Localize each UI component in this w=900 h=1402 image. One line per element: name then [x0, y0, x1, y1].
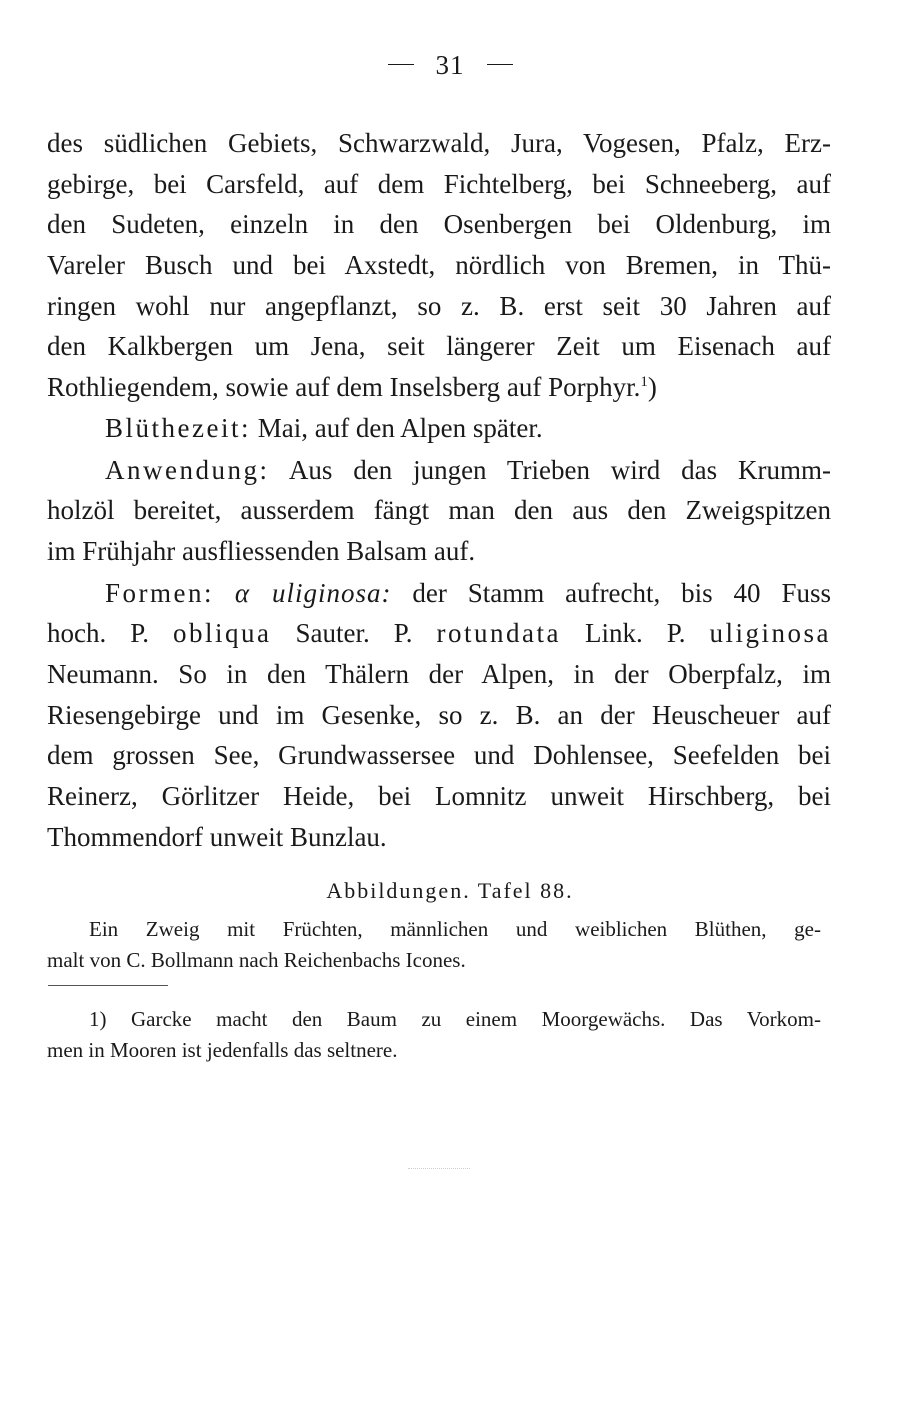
text-line: Thommendorf unweit Bunzlau.	[47, 821, 387, 852]
footnote	[47, 1004, 821, 1066]
footnote-divider	[48, 985, 168, 986]
figures-caption	[47, 914, 821, 976]
synonym-name: uliginosa	[709, 618, 831, 649]
formen-line	[47, 573, 831, 614]
text-line: Reinerz, Görlitzer Heide, bei Lomnitz unweit Hirschberg, bei	[47, 781, 831, 811]
text-line: gebirge, bei Carsfeld, auf dem Fichtelberg, bei Schneeberg, auf	[47, 168, 831, 199]
text-line: im Frühjahr ausfliessenden Balsam auf.	[47, 535, 476, 566]
figures-title: Abbildungen. Tafel 88.	[326, 878, 574, 903]
footnote-line: men in Mooren ist jedenfalls das seltnere.	[47, 1038, 398, 1062]
anwendung-label: Anwendung:	[105, 454, 270, 485]
text-line: Riesengebirge und im Gesenke, so z. B. an der Heuscheuer auf	[47, 699, 831, 730]
footnote-marker: 1	[640, 374, 648, 391]
dash-left	[388, 64, 414, 65]
text-fragment: Link. P.	[560, 618, 710, 649]
text-line: des südlichen Gebiets, Schwarzwald, Jura, Vogesen, Pfalz, Erz-	[47, 128, 831, 158]
anwendung-line	[47, 450, 831, 491]
formen-label: Formen:	[105, 577, 214, 608]
text-fragment: hoch. P.	[47, 618, 173, 649]
caption-line: Ein Zweig mit Früchten, männlichen und weiblichen Blüthen, ge-	[89, 917, 821, 941]
text-line: dem grossen See, Grundwassersee und Dohlensee, Seefelden bei	[47, 740, 831, 771]
formen-variety: α uliginosa:	[234, 577, 392, 608]
footnote-marker-paren: )	[647, 372, 657, 403]
text-line	[47, 367, 831, 408]
text-line: den Sudeten, einzeln in den Osenbergen bei Oldenburg, im	[47, 209, 831, 240]
text-line: Neumann. So in den Thälern der Alpen, in der Oberpfalz, im	[47, 658, 831, 689]
text-line: holzöl bereitet, ausserdem fängt man den aus den Zweigspitzen	[47, 495, 831, 526]
page-number-value: 31	[435, 50, 465, 80]
caption-line: malt von C. Bollmann nach Reichenbachs Icones.	[47, 948, 466, 972]
synonym-name: rotundata	[436, 618, 561, 649]
print-smudge	[408, 1168, 470, 1169]
formen-text: der Stamm aufrecht, bis 40 Fuss	[391, 577, 831, 608]
formen-synonyms-line	[47, 613, 831, 654]
bluethezeit-text: Mai, auf den Alpen später.	[250, 412, 543, 443]
text-line: ringen wohl nur angepflanzt, so z. B. erst seit 30 Jahren auf	[47, 290, 831, 321]
text-line: den Kalkbergen um Jena, seit längerer Zeit um Eisenach auf	[47, 331, 831, 362]
text-line: Vareler Busch und bei Axstedt, nördlich von Bremen, in Thü-	[47, 250, 831, 281]
page-number	[0, 50, 900, 81]
footnote-line: 1) Garcke macht den Baum zu einem Moorgewächs. Das Vorkom-	[89, 1007, 821, 1031]
bluethezeit-line	[47, 408, 831, 449]
text-fragment: Sauter. P.	[271, 618, 437, 649]
body-text	[47, 123, 831, 857]
dash-right	[487, 64, 513, 65]
bluethezeit-label: Blüthezeit:	[105, 412, 251, 443]
synonym-name: obliqua	[173, 618, 272, 649]
text-line-content: Rothliegendem, sowie auf dem Inselsberg auf Porphyr.	[47, 372, 641, 403]
anwendung-text: Aus den jungen Trieben wird das Krumm-	[269, 454, 831, 485]
